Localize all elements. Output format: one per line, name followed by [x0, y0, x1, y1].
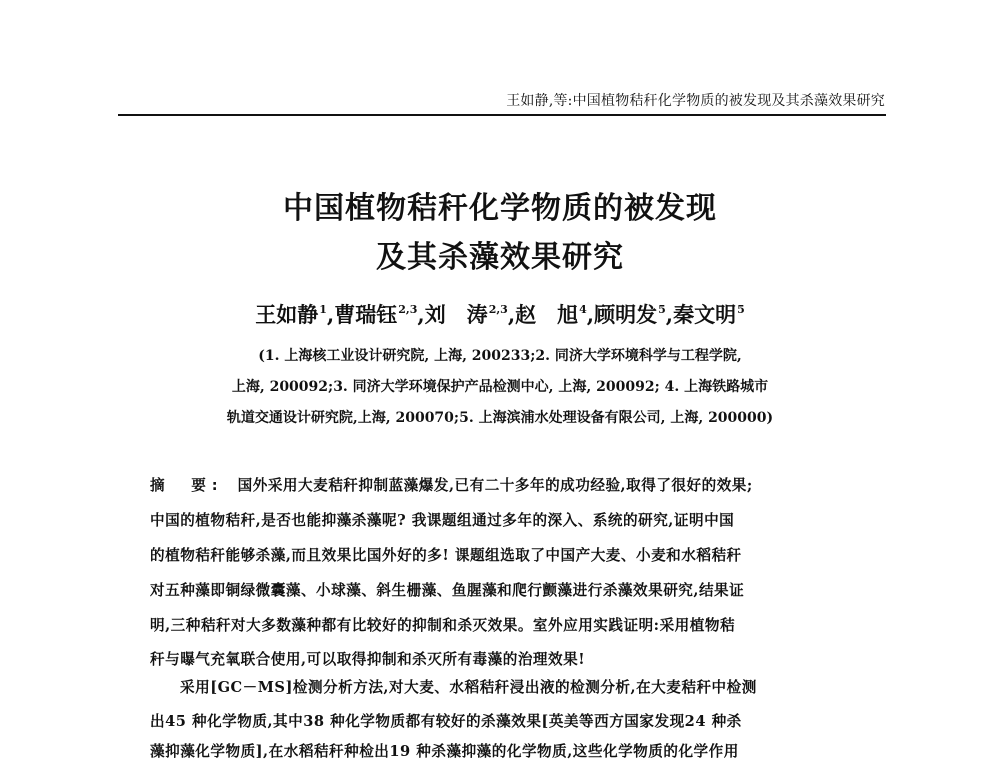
title-line-2: 及其杀藻效果研究 — [376, 240, 624, 275]
abstract-line: 的植物秸秆能够杀藻,而且效果比国外好的多! 课题组选取了中国产大麦、小麦和水稻秸秆 — [150, 547, 742, 564]
body-paragraph-line: 藻抑藻化学物质],在水稻秸秆种检出19 种杀藻抑藻的化学物质,这些化学物质的化学作用 — [150, 743, 739, 760]
abstract-line: 中国的植物秸秆,是否也能抑藻杀藻呢? 我课题组通过多年的深入、系统的研究,证明中国 — [150, 512, 735, 529]
abstract-label: 摘 要: — [150, 477, 224, 494]
title-line-1: 中国植物秸秆化学物质的被发现 — [283, 191, 717, 226]
abstract-line: 明,三种秸秆对大多数藻种都有比较好的抑制和杀灭效果。室外应用实践证明:采用植物秸 — [150, 617, 736, 634]
affiliation-line-1: (1. 上海核工业设计研究院, 上海, 200233;2. 同济大学环境科学与工程学院, — [258, 348, 742, 364]
body-paragraph-line: 采用[GC－MS]检测分析方法,对大麦、水稻秸秆浸出液的检测分析,在大麦秸秆中检测 — [180, 679, 757, 696]
header-rule — [118, 114, 886, 116]
author: 王如静$^1$, — [255, 302, 335, 327]
author: 赵 旭$^4$, — [515, 302, 595, 327]
author: 顾明发$^5$, — [594, 302, 674, 327]
author: 曹瑞钰$^{2,3}$, — [334, 302, 425, 327]
abstract-line: 摘 要: 国外采用大麦秸秆抑制蓝藻爆发,已有二十多年的成功经验,取得了很好的效果; — [150, 477, 753, 494]
abstract-line: 秆与曝气充氧联合使用,可以取得抑制和杀灭所有毒藻的治理效果! — [150, 651, 586, 668]
abstract-line: 对五种藻即铜绿微囊藻、小球藻、斜生栅藻、鱼腥藻和爬行颤藻进行杀藻效果研究,结果证 — [150, 582, 745, 599]
author: 刘 涛$^{2,3}$, — [424, 302, 516, 327]
author-list — [0, 299, 1000, 329]
running-head: 王如静,等:中国植物秸秆化学物质的被发现及其杀藻效果研究 — [506, 93, 885, 109]
affiliation-line-2: 上海, 200092;3. 同济大学环境保护产品检测中心, 上海, 200092; 4. 上海铁路城市 — [231, 379, 769, 395]
body-paragraph-line: 出45 种化学物质,其中38 种化学物质都有较好的杀藻效果[英美等西方国家发现24 种杀 — [150, 713, 742, 730]
author: 秦文明$^5$ — [673, 302, 745, 327]
affiliation-line-3: 轨道交通设计研究院,上海, 200070;5. 上海滨浦水处理设备有限公司, 上海, 200000) — [226, 410, 774, 426]
